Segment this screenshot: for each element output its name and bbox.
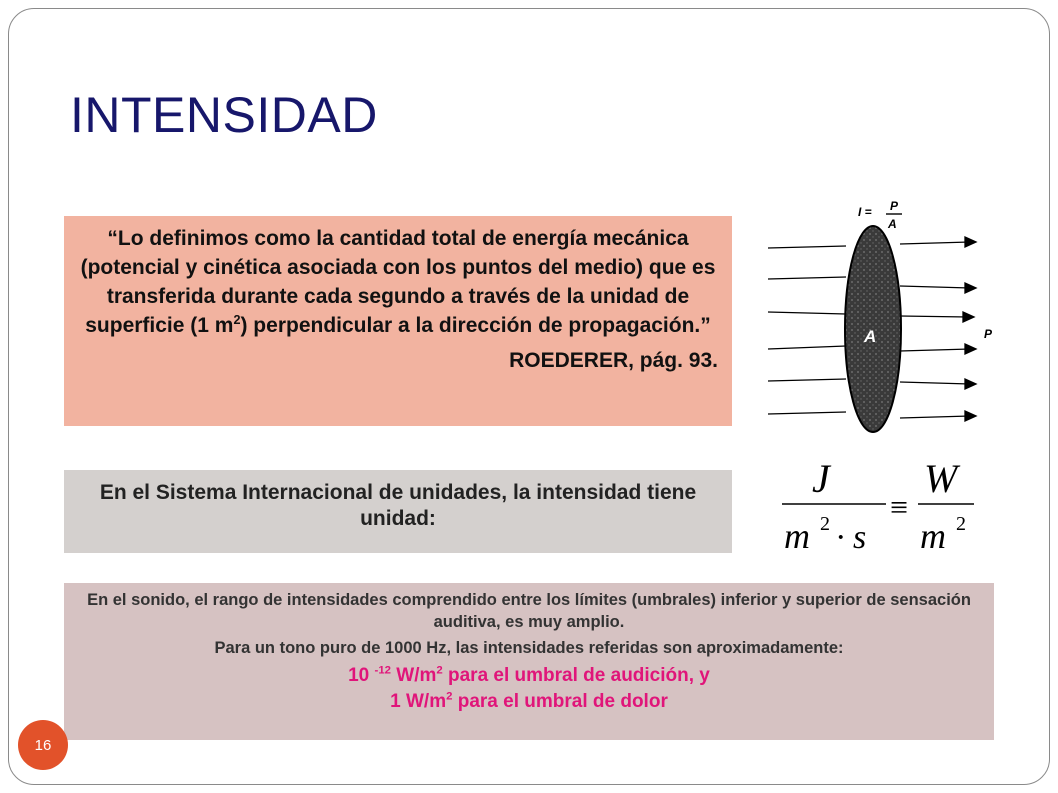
- formula-rhs-den-m: m: [920, 516, 946, 556]
- formula-lhs-den-m: m: [784, 516, 810, 556]
- arrows-behind: [768, 246, 846, 414]
- pain-threshold: 1 $W/m^2$ para el umbral de dolor: [390, 690, 668, 712]
- formula-denominator: A: [888, 217, 897, 231]
- quote-superscript: 2: [233, 313, 241, 327]
- quote-source: ROEDERER, pág. 93.: [509, 349, 718, 372]
- arrows-front: [900, 237, 976, 421]
- si-units-text: En el Sistema Internacional de unidades, la intensidad tiene unidad:: [99, 481, 697, 530]
- hearing-threshold: 10 $^{-12}$ $W/m^2$ para el umbral de audición, y: [348, 664, 710, 686]
- slide-title: INTENSIDAD: [70, 87, 378, 143]
- definition-quote-text: [76, 224, 720, 340]
- si-units-box: [64, 470, 732, 553]
- formula-lhs-den-s: · s: [836, 519, 867, 556]
- sound-range-box: [64, 583, 994, 740]
- formula-lhs-numerator: J: [812, 458, 830, 501]
- area-label: A: [864, 327, 877, 346]
- intensity-diagram: [760, 196, 1004, 440]
- formula-rhs-numerator: W: [924, 458, 958, 501]
- quote-text-part1: “Lo definimos como la cantidad total de energía mecánica (potencial y cinética asociada con los puntos del medio) que es transferida durante cada segundo a través de la unidad de superficie (1 m: [80, 227, 716, 337]
- page-number-badge: 16: [18, 720, 68, 770]
- formula-lhs-den-exp: 2: [820, 513, 830, 535]
- power-label: P: [984, 327, 993, 341]
- quote-text-part2: ) perpendicular a la dirección de propagación.”: [240, 314, 711, 337]
- sound-range-description: En el sonido, el rango de intensidades comprendido entre los límites (umbrales) inferior y superior de sensación auditiva, es muy amplio.: [87, 591, 971, 631]
- intensity-unit-formula: [778, 458, 988, 558]
- formula-rhs-den-exp: 2: [956, 513, 966, 535]
- formula-label: [858, 199, 902, 231]
- definition-quote-box: [64, 216, 732, 426]
- formula-numerator: P: [890, 199, 899, 213]
- pure-tone-note: Para un tono puro de 1000 Hz, las intensidades referidas son aproximadamente:: [214, 639, 844, 657]
- formula-I: I =: [858, 205, 872, 219]
- formula-equiv: ≡: [890, 489, 909, 525]
